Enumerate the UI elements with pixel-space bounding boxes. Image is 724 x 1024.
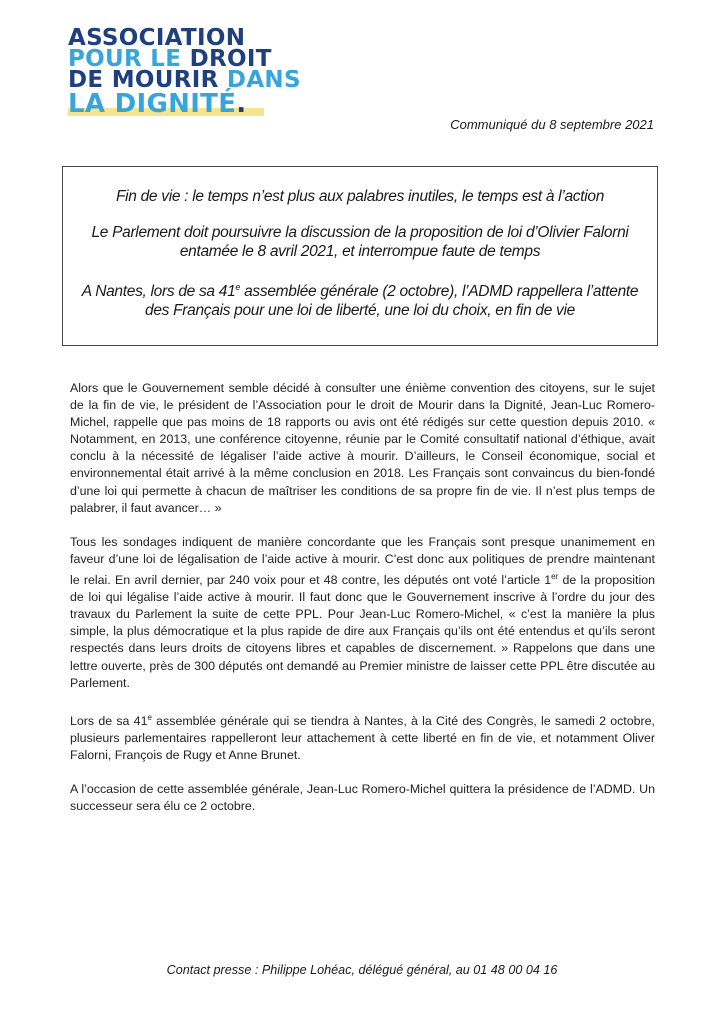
paragraph-2: Tous les sondages indiquent de manière concordante que les Français sont presque unanimement en faveur d’une loi de légalisation de l’aide active à mourir. C’est donc aux politiques de prendre maintenant le relai. En avril dernier, par 240 voix pour et 48 contre, les députés ont voté l’article 1er de la proposition de loi qui légalise l’aide active à mourir. Il faut donc que le Gouvernement inscrive à l’ordre du jour des travaux du Parlement la suite de cette PPL. Pour Jean-Luc Romero-Michel, « c’est la manière la plus simple, la plus démocratique et la plus rapide de dire aux Français qu’ils ont été entendus et qu’ils seront respectés dans leurs droits de citoyens libres et capables de discernement. » Rappelons que dans une lettre ouverte, près de 300 députés ont demandé au Premier ministre de laisser cette PPL être discutée au Parlement. xyxy=(70,534,655,690)
paragraph-4: A l’occasion de cette assemblée générale, Jean-Luc Romero-Michel quittera la présidence de l’ADMD. Un successeur sera élu ce 2 octobre. xyxy=(70,782,655,814)
press-release-date: Communiqué du 8 septembre 2021 xyxy=(450,117,654,132)
logo-line-1: ASSOCIATION xyxy=(68,25,246,51)
press-contact: Contact presse : Philippe Lohéac, délégué général, au 01 48 00 04 16 xyxy=(166,963,558,977)
paragraph-1: Alors que le Gouvernement semble décidé à consulter une énième convention des citoyens, sur le sujet de la fin de vie, le président de l’Association pour le droit de Mourir dans la Dignité, Jean-Luc Romero-Michel, rappelle que pas moins de 18 rapports ou avis ont été rédigés sur cette question depuis 2010. « Notamment, en 2013, une conférence citoyenne, réunie par le Comité consultatif national d’éthique, avait conclu à la nécessité de légaliser l’aide active à mourir. D’ailleurs, le Conseil économique, social et environnemental était arrivé à la même conclusion en 2018. Les Français sont convaincus du bien-fondé d’une loi qui permette à chacun de maîtriser les conditions de sa propre fin de vie. Il n’est plus temps de palabrer, il faut avancer… » xyxy=(70,381,655,515)
logo-line-2: POUR LE DROIT xyxy=(68,46,272,72)
paragraph-3: Lors de sa 41e assemblée générale qui se tiendra à Nantes, à la Cité des Congrès, le samedi 2 octobre, plusieurs parlementaires rappelleront leur attachement à cette liberté en fin de vie, et notamment Oliver Falorni, François de Rugy et Anne Brunet. xyxy=(70,712,655,763)
logo-line-4: LA DIGNITÉ. xyxy=(68,89,247,119)
headline-box xyxy=(62,166,658,346)
admd-logo xyxy=(68,25,301,120)
headline-title: Fin de vie : le temps n’est plus aux palabres inutiles, le temps est à l’action xyxy=(115,188,605,205)
body-text xyxy=(70,380,655,832)
logo-line-3: DE MOURIR DANS xyxy=(68,67,301,93)
headline-subtitle-2: A Nantes, lors de sa 41e assemblée générale (2 octobre), l’ADMD rappellera l’attente des Français pour une loi de liberté, une loi du choix, en fin de vie xyxy=(81,282,639,320)
headline-subtitle-1: Le Parlement doit poursuivre la discussion de la proposition de loi d’Olivier Falorni entamée le 8 avril 2021, et interrompue faute de temps xyxy=(91,224,629,260)
